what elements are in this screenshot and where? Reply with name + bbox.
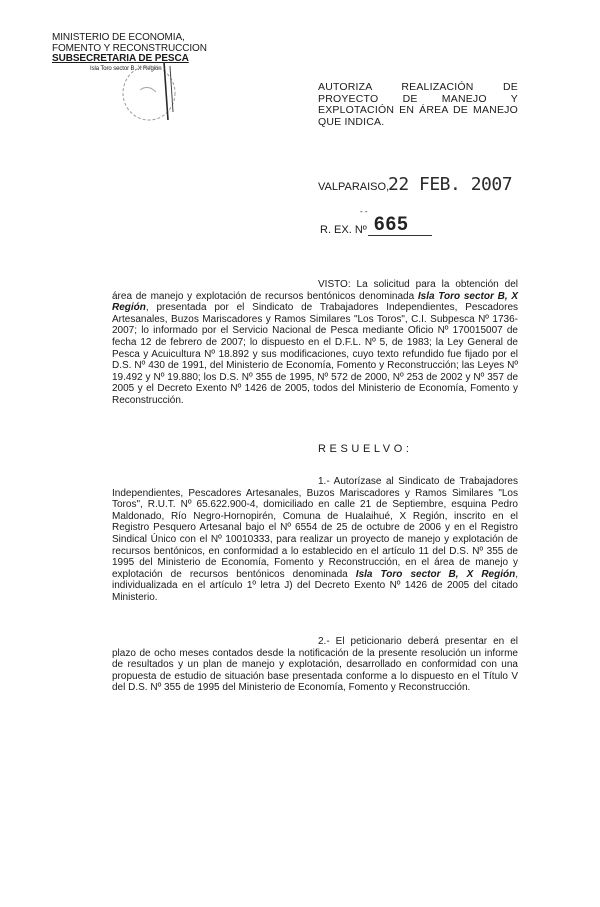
resolution-number <box>320 207 520 237</box>
resolution-dash: - - <box>360 207 368 216</box>
resolution-underline <box>368 235 432 236</box>
visto-text: VISTO: La solicitud para la obtención del área de manejo y explotación de recursos bentónicos denominada <box>112 279 518 302</box>
letterhead-reference: Isla Toro sector B, X Región <box>90 65 162 72</box>
resolution-label: R. EX. Nº <box>320 224 367 236</box>
letterhead-subsecretaria: SUBSECRETARIA DE PESCA <box>52 53 189 64</box>
date-line <box>318 174 538 198</box>
article-1 <box>112 476 518 604</box>
article-1-text-rest: , individualizada en el artículo 1º letra J) del Decreto Exento Nº 1426 de 2005 del citado Ministerio. <box>112 568 518 603</box>
resolution-number-value: 665 <box>374 214 409 235</box>
date-stamp: 22 FEB. 2007 <box>388 174 513 195</box>
resolution-subject: AUTORIZA REALIZACIÓN DE PROYECTO DE MANEJO Y EXPLOTACIÓN EN ÁREA DE MANEJO QUE INDICA. <box>318 81 518 128</box>
article-1-text: 1.- Autorízase al Sindicato de Trabajadores Independientes, Pescadores Artesanales, Buzos Mariscadores y Ramos Similares "Los Toros", R.U.T. Nº 65.622.900-4, domiciliado en calle 21 de Septiembre, esquina Pedro Maldonado, Río Negro-Hornopirén, Comuna de Hualaihué, X Región, inscrito en el Registro Pesquero Artesanal bajo el Nº 6554 de 25 de octubre de 2006 y en el Registro Sindical Único con el Nº 10010333, para realizar un proyecto de manejo y explotación de recursos bentónicos, en conformidad a lo establecido en el artículo 11 del D.S. Nº 355 de 1995 del Ministerio de Economía, Fomento y Reconstrucción, en el área de manejo y explotación de recursos bentónicos denominada <box>112 476 518 580</box>
official-stamp <box>118 62 180 124</box>
city-label: VALPARAISO, <box>318 181 390 193</box>
letterhead-ministry: MINISTERIO DE ECONOMIA, <box>52 32 185 43</box>
visto-area-name: Isla Toro sector B, X Región <box>112 290 518 314</box>
letterhead-ministry-2: FOMENTO Y RECONSTRUCCION <box>52 42 207 54</box>
article-2: 2.- El peticionario deberá presentar en el plazo de ocho meses contados desde la notificación de la presente resolución un informe de resultados y un plan de manejo y explotación, desarrollado en conformidad con una propuesta de estudio de situación base presentada conforme a lo dispuesto en el Título V del D.S. Nº 355 de 1995 del Ministerio de Economía, Fomento y Reconstrucción. <box>112 636 518 694</box>
article-1-area-name: Isla Toro sector B, X Región <box>355 568 516 580</box>
visto-paragraph <box>112 279 518 407</box>
resuelvo-heading: RESUELVO: <box>318 443 413 455</box>
visto-text-rest: , presentada por el Sindicato de Trabajadores Independientes, Pescadores Artesanales, Buzos Mariscadores y Ramos Similares "Los Toros", C.I. Subpesca Nº 1736-2007; lo informado por el Servicio Nacional de Pesca mediante Oficio Nº 170015007 de fecha 12 de febrero de 2007; lo dispuesto en el D.F.L. Nº 5, de 1983; la Ley General de Pesca y Acuicultura Nº 18.892 y sus modificaciones, cuyo texto refundido fue fijado por el D.S. Nº 430 de 1991, del Ministerio de Economía, Fomento y Reconstrucción; las Leyes Nº 19.492 y Nº 19.880; los D.S. Nº 355 de 1995, Nº 572 de 2000, Nº 253 de 2002 y Nº 357 de 2005 y el Decreto Exento Nº 1426 de 2005, todos del Ministerio de Economía, Fomento y Reconstrucción. <box>112 302 518 406</box>
